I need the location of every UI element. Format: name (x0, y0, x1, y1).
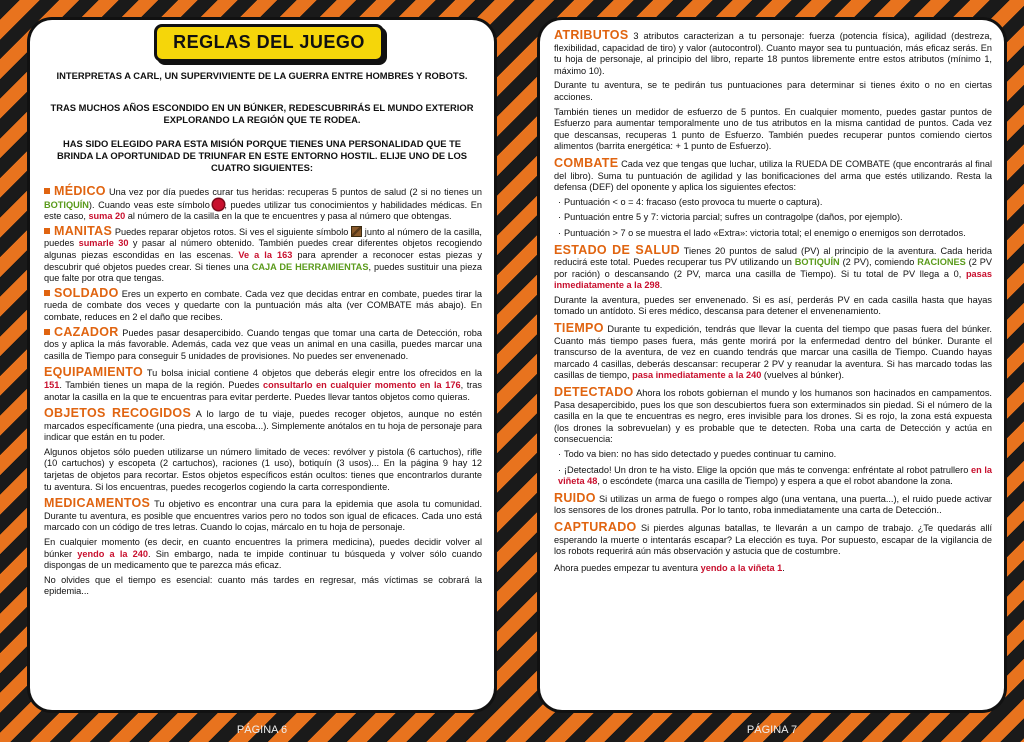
page-number-left: PÁGINA 6 (236, 724, 288, 736)
page-number-right: PÁGINA 7 (746, 724, 798, 736)
section-heading: CAZADOR (54, 324, 119, 339)
intro-paragraph: HAS SIDO ELEGIDO PARA ESTA MISIÓN PORQUE TIENES UNA PERSONALIDAD QUE TE BRINDA LA OPORTUNIDAD DE TRIUNFAR EN ESTE ENTORNO HOSTIL. ELIJE UNO DE LOS CUATRO SIGUIENTES: (56, 138, 468, 173)
medicamentos-paragraph: No olvides que el tiempo es esencial: cuanto más tardes en regresar, más víctimas se cobrará la epidemia... (44, 574, 482, 597)
intro-paragraph: INTERPRETAS A CARL, UN SUPERVIVIENTE DE LA GUERRA ENTRE HOMBRES Y ROBOTS. (56, 70, 468, 81)
soldado-section: SOLDADO Eres un experto en combate. Cada vez que decidas entrar en combate, puedes tirar la rueda de combate dos veces y quedarte con la puntuación más alta (ver COMBATE más abajo). En combate, reduces en 2 el daño que recibes. (44, 285, 482, 322)
reference-link: pasa inmediatamente a la 240 (632, 370, 762, 381)
left-body (44, 186, 482, 601)
reference-link: Ve a la 163 (238, 249, 293, 260)
section-heading: OBJETOS RECOGIDOS (44, 406, 192, 421)
salud-section: ESTADO DE SALUD Tienes 20 puntos de salud (PV) al principio de la aventura. Cada herida reducirá este total. Puedes recuperar tus PV utilizando un BOTIQUÍN (2 PV), comiendo RACIONES (2 PV por ración) o descansando (2 PV, marca una casilla de Tiempo). Si tu total de PV llega a 0, pasas inmediatamente a la 298. (554, 242, 992, 291)
detectado-list-item: · Todo va bien: no has sido detectado y puedes continuar tu camino. (558, 449, 837, 459)
manitas-section: MANITAS Puedes reparar objetos rotos. Si ves el siguiente símbolo junto al número de la casilla, puedes sumarle 30 y pasar al número obtenido. También puedes crear diferentes objetos recogiendo algunas piezas escondidas en las escenas. Ve a la 163 para aprender a reconocer estas piezas y descubrir qué objetos puedes crear. Si tienes una CAJA DE HERRAMIENTAS, puedes sustituir una pieza que falte por otra que tengas. (44, 223, 483, 284)
intro-paragraph: TRAS MUCHOS AÑOS ESCONDIDO EN UN BÚNKER, REDESCUBRIRÁS EL MUNDO EXTERIOR EXPLORANDO LA REGIÓN QUE TE RODEA. (50, 102, 474, 125)
detectado-list-item: · ¡Detectado! Un dron te ha visto. Elige la opción que más te convenga: enfréntate al robot patrullero en la viñeta 48, o escóndete (marca una casilla de Tiempo) y espera a que el robot abandone la zona. (558, 464, 993, 487)
atributos-paragraph: Durante tu aventura, se te pedirán tus puntuaciones para determinar si tienes éxito o no en ciertas acciones. (554, 80, 992, 102)
reference-link: consultarlo en cualquier momento en la 176 (262, 379, 461, 390)
capturado-section: CAPTURADO Si pierdes algunas batallas, te llevarán a un campo de trabajo. ¿Te quedarás allí esperando la muerte o intentarás escapar? La elección es tuya. Por supuesto, escapar de la vigilancia de los robots requerirá aún más observación y astucia que de costumbre. (554, 519, 992, 557)
detectado-section: DETECTADO Ahora los robots gobiernan el mundo y los humanos son hacinados en campamentos. Pasa desapercibido, pues los que son descubiertos fuera son exterminados sin piedad. Si el número de la casilla en la que te encuentras es negro, eres invisible para los drones. Si es rojo, la zona está expuesta (los drones la sobrevuelan) y es probable que te detecten. Roba una carta de Detección y actúa en consecuencia: (554, 385, 992, 445)
reference-link: en la viñeta 48 (558, 464, 993, 487)
rules-title: REGLAS DEL JUEGO (154, 24, 384, 62)
medicamentos-section: MEDICAMENTOS Tu objetivo es encontrar una cura para la epidemia que asola tu comunidad. Durante tu aventura, es posible que encuentres varios pero no todos son igual de eficaces. Cada uno está marcado con un código de tres letras. Cuando lo cojas, márcalo en tu hoja de personaje. (44, 496, 482, 533)
final-paragraph: Ahora puedes empezar tu aventura yendo a la viñeta 1. (554, 562, 785, 573)
atributos-section: ATRIBUTOS 3 atributos caracterizan a tu personaje: fuerza (potencia física), agilidad (destreza, flexibilidad, capacidad de tiro) y valor (autocontrol). Cuanto mayor sea tu puntuación, más eficaz serás. En tu hoja de personaje, al principio del libro, reparte 18 puntos libremente entre estos atributos (mínimo 1, máximo 10). (554, 28, 992, 76)
section-heading: MANITAS (54, 223, 113, 238)
right-body (554, 30, 992, 577)
reference-link: pasas inmediatamente a la 298 (554, 268, 992, 291)
atributos-paragraph: También tienes un medidor de esfuerzo de 5 puntos. En cualquier momento, puedes gastar puntos de Esfuerzo para aumentar temporalmente uno de tus atributos en la misma cantidad de puntos. Cada vez que descansas, recuperas 1 punto de Esfuerzo. También puedes recuperar puntos comiendo ciertos alimentos (barrita energética: + 1 punto de Esfuerzo). (554, 106, 992, 152)
section-heading: ATRIBUTOS (554, 28, 629, 42)
bullet-icon (44, 329, 50, 335)
section-heading: SOLDADO (54, 285, 119, 300)
medical-gear-icon (213, 199, 224, 210)
equipamiento-section: EQUIPAMIENTO Tu bolsa inicial contiene 4 objetos que deberás elegir entre los ofrecidos en la 151. También tienes un mapa de la región. Puedes consultarlo en cualquier momento en la 176, tras anotar la casilla en la que te encuentras para evitar perderte. Puedes llevar tantos objetos como quieras. (44, 365, 483, 402)
objetos-section: OBJETOS RECOGIDOS A lo largo de tu viaje, puedes recoger objetos, aunque no estén marcados específicamente (una piedra, una escoba...). Simplemente anótalos en tu hoja de personaje para indicar que están en tu poder. (44, 406, 483, 443)
bullet-icon (44, 188, 50, 194)
combate-list-item: · Puntuación > 7 o se muestra el lado «Extra»: victoria total; el enemigo o enemigos son derrotados. (558, 227, 966, 238)
section-heading: MEDICAMENTOS (44, 496, 151, 511)
reference-link: yendo a la 240 (77, 548, 148, 559)
repair-wrench-icon (351, 226, 362, 237)
section-heading: EQUIPAMIENTO (44, 365, 143, 380)
item-keyword: CAJA DE HERRAMIENTAS (251, 261, 369, 272)
bullet-icon (44, 228, 50, 234)
section-heading: RUIDO (554, 490, 596, 505)
item-keyword: BOTIQUÍN (44, 199, 89, 210)
combate-list-item: · Puntuación entre 5 y 7: victoria parcial; sufres un contragolpe (daños, por ejemplo). (558, 212, 903, 223)
item-keyword: RACIONES (917, 257, 966, 268)
medico-section: MÉDICO Una vez por día puedes curar tus heridas: recuperas 5 puntos de salud (2 si no tienes un BOTIQUÍN). Cuando veas este símbolo , puedes utilizar tus conocimientos y habilidades médicas. En este caso, suma 20 al número de la casilla en la que te encuentres y pasa al número que obtengas. (44, 184, 482, 222)
section-heading: MÉDICO (54, 184, 106, 198)
cazador-section: CAZADOR Puedes pasar desapercibido. Cuando tengas que tomar una carta de Detección, roba dos y aplica la más favorable. Además, cada vez que veas un animal en una casilla, puedes marcar una casilla de Tiempo para conseguir 5 unidades de provisiones. No puedes ser envenenado. (44, 324, 482, 361)
right-page (540, 20, 1004, 710)
bullet-icon (44, 290, 50, 296)
section-heading: CAPTURADO (554, 519, 637, 534)
section-heading: COMBATE (554, 155, 619, 170)
item-keyword: BOTIQUÍN (794, 257, 840, 268)
section-heading: TIEMPO (554, 321, 604, 336)
ruido-section: RUIDO Si utilizas un arma de fuego o rompes algo (una ventana, una puerta...), el ruido puede activar los sensores de los drones patrulla. Por lo tanto, roba inmediatamente una carta de Detección.. (554, 490, 992, 516)
objetos-paragraph: Algunos objetos sólo pueden utilizarse un número limitado de veces: revólver y pistola (6 cartuchos), rifle (10 cartuchos) y escopeta (2 cartuchos), raciones (1 uso), botiquín (3 usos)... En la página 9 hay 12 tarjetas de objetos para recortar. Estos objetos específicos están ocultos: tienes que encontrarlos durante tu aventura. Si los encuentras, puedes recogerlos cogiendo la carta correspondiente. (44, 446, 482, 492)
section-heading: DETECTADO (554, 385, 634, 400)
salud-paragraph: Durante la aventura, puedes ser envenenado. Si es así, perderás PV en cada casilla hasta que hayas tomado un antídoto. Si eres médico, descansa para detener el envenenamiento. (554, 294, 992, 317)
reference-link: sumarle 30 (78, 238, 129, 249)
medicamentos-paragraph: En cualquier momento (es decir, en cuanto encuentres la primera medicina), puedes decidir volver al búnker yendo a la 240. Sin embargo, nada te impide continuar tu búsqueda y volver sólo cuando dispongas de un medicamento que te parezca más eficaz. (44, 537, 482, 571)
combate-list-item: · Puntuación < o = 4: fracaso (esto provoca tu muerte o captura). (558, 196, 823, 207)
reference-link: 151 (44, 379, 60, 390)
tiempo-section: TIEMPO Durante tu expedición, tendrás que llevar la cuenta del tiempo que pasas fuera del búnker. Cuanto más tiempo pases fuera, más gente morirá por la enfermedad dentro del búnker. Durante el transcurso de la aventura, de vez en cuando tendrás que marcar una casilla de Tiempo. Cuando hayas marcado 4 casillas, deberás descansar: recuperar 2 PV y reanudar la aventura. Si has marcado todas las casillas de tiempo, pasa inmediatamente a la 240 (vuelves al búnker). (554, 321, 992, 381)
reference-link: yendo a la viñeta 1 (700, 562, 783, 573)
section-heading: ESTADO DE SALUD (554, 242, 680, 257)
left-page (30, 20, 494, 710)
combate-section: COMBATE Cada vez que tengas que luchar, utiliza la RUEDA DE COMBATE (que encontrarás al final del libro). Suma tu puntuación de agilidad y las bonificaciones del arma que estés utilizando. Resta la defensa (DEF) del oponente y aplica los siguientes efectos: (554, 155, 992, 193)
reference-link: suma 20 (88, 211, 126, 222)
